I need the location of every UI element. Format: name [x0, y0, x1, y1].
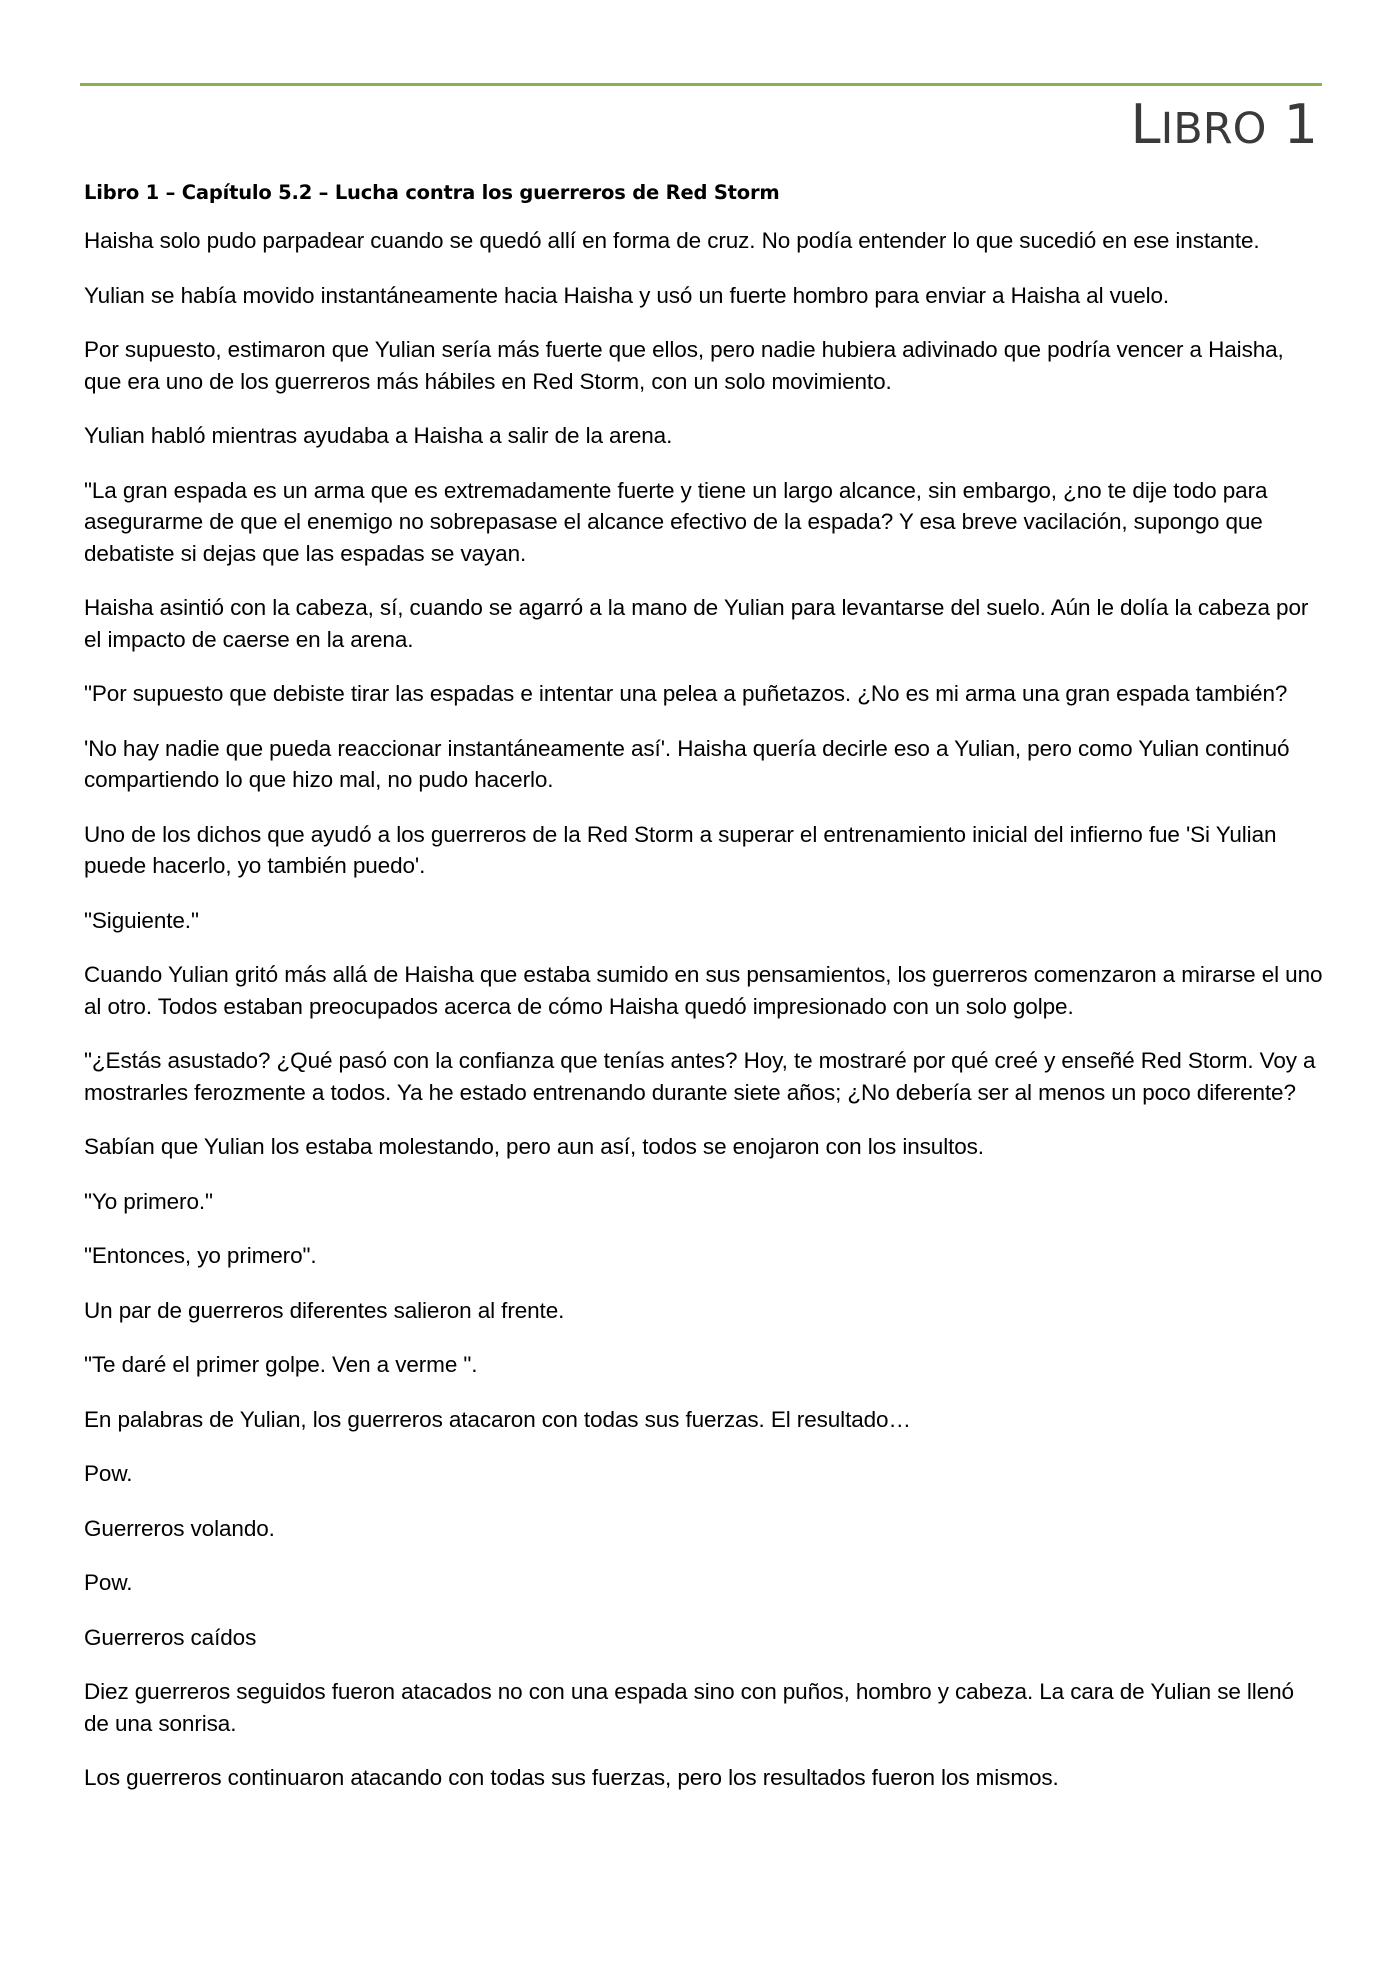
paragraph: En palabras de Yulian, los guerreros atacaron con todas sus fuerzas. El resultado… — [84, 1406, 911, 1432]
paragraph: Yulian se había movido instantáneamente hacia Haisha y usó un fuerte hombro para enviar a Haisha al vuelo. — [84, 282, 1170, 308]
paragraph: Un par de guerreros diferentes salieron al frente. — [84, 1297, 565, 1323]
chapter-heading: Libro 1 – Capítulo 5.2 – Lucha contra los guerreros de Red Storm — [84, 181, 780, 204]
book-label-rest: IBRO — [1160, 104, 1267, 154]
paragraph: Haisha solo pudo parpadear cuando se quedó allí en forma de cruz. No podía entender lo que sucedió en ese instante. — [84, 228, 1260, 253]
paragraph: "Por supuesto que debiste tirar las espadas e intentar una pelea a puñetazos. ¿No es mi arma una gran espada también? — [84, 681, 1288, 706]
paragraph: "Te daré el primer golpe. Ven a verme ". — [84, 1352, 478, 1377]
book-label-number: 1 — [1283, 93, 1318, 156]
paragraph: Haisha asintió con la cabeza, sí, cuando se agarró a la mano de Yulian para levantarse del suelo. Aún le dolía la cabeza por el impacto de caerse en la arena. — [84, 595, 1309, 652]
paragraph: Uno de los dichos que ayudó a los guerreros de la Red Storm a superar el entrenamiento inicial del infierno fue 'Si Yulian puede hacerlo, yo también puedo'. — [84, 821, 1277, 878]
paragraph: Yulian habló mientras ayudaba a Haisha a salir de la arena. — [84, 423, 673, 448]
paragraph: "Siguiente." — [84, 907, 199, 933]
paragraph: Por supuesto, estimaron que Yulian sería más fuerte que ellos, pero nadie hubiera adivinado que podría vencer a Haisha, que era uno de los guerreros más hábiles en Red Storm, con un solo movimiento. — [84, 337, 1284, 394]
paragraph: "Entonces, yo primero". — [84, 1243, 317, 1268]
paragraph: Guerreros caídos — [84, 1624, 257, 1650]
book-label-spacer — [1266, 93, 1283, 156]
paragraph: "¿Estás asustado? ¿Qué pasó con la confianza que tenías antes? Hoy, te mostraré por qué creé y enseñé Red Storm. Voy a mostrarles ferozmente a todos. Ya he estado entrenando durante siete años; ¿No debería ser al menos un poco diferente? — [84, 1048, 1316, 1105]
paragraph: Los guerreros continuaron atacando con todas sus fuerzas, pero los resultados fueron los mismos. — [84, 1765, 1059, 1790]
paragraph: Guerreros volando. — [84, 1515, 275, 1541]
paragraph: "La gran espada es un arma que es extremadamente fuerte y tiene un largo alcance, sin embargo, ¿no te dije todo para asegurarme de que el enemigo no sobrepasase el alcance efectivo de la espada? Y esa breve vacilación, supongo que debatiste si dejas que las espadas se vayan. — [84, 477, 1268, 566]
paragraph: Diez guerreros seguidos fueron atacados no con una espada sino con puños, hombro y cabeza. La cara de Yulian se llenó de una sonrisa. — [84, 1679, 1294, 1736]
paragraph: "Yo primero." — [84, 1188, 213, 1214]
book-label — [1130, 93, 1318, 156]
paragraph: Pow. — [84, 1461, 133, 1486]
book-label-initial: L — [1130, 93, 1161, 156]
paragraph: 'No hay nadie que pueda reaccionar instantáneamente así'. Haisha quería decirle eso a Yulian, pero como Yulian continuó compartiendo lo que hizo mal, no pudo hacerlo. — [84, 735, 1290, 792]
paragraph: Cuando Yulian gritó más allá de Haisha que estaba sumido en sus pensamientos, los guerreros comenzaron a mirarse el uno al otro. Todos estaban preocupados acerca de cómo Haisha quedó impresionado con un solo golpe. — [84, 962, 1323, 1019]
paragraph: Pow. — [84, 1570, 133, 1595]
paragraph: Sabían que Yulian los estaba molestando, pero aun así, todos se enojaron con los insultos. — [84, 1134, 984, 1159]
document-body — [84, 178, 1324, 1817]
header-rule — [80, 83, 1322, 86]
